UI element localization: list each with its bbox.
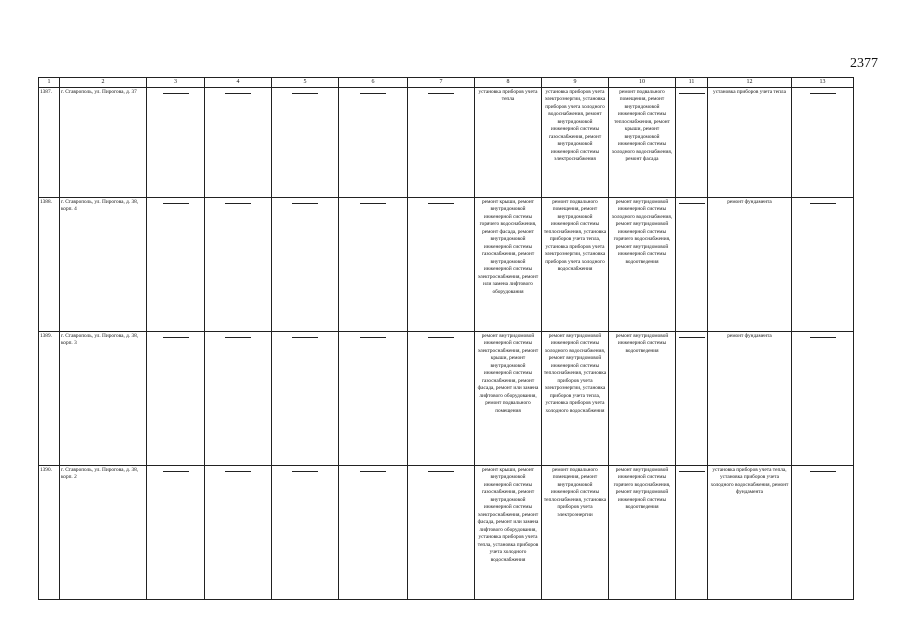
dash-mark bbox=[163, 471, 189, 472]
column-header: 9 bbox=[542, 78, 609, 88]
empty-cell-dash bbox=[792, 197, 854, 331]
empty-cell-dash bbox=[339, 197, 408, 331]
table-row bbox=[39, 197, 854, 331]
dash-mark bbox=[292, 203, 318, 204]
column-header: 10 bbox=[609, 78, 676, 88]
column-number-row bbox=[39, 78, 854, 88]
work-cell-col10: ремонт внутридомовой инженерной системы водоотведения bbox=[609, 331, 676, 465]
empty-cell-dash bbox=[147, 465, 205, 599]
dash-mark bbox=[225, 337, 251, 338]
dash-mark bbox=[360, 471, 386, 472]
column-header: 11 bbox=[676, 78, 708, 88]
row-number: 1388. bbox=[39, 197, 60, 331]
empty-cell-dash bbox=[272, 331, 339, 465]
empty-cell-dash bbox=[792, 331, 854, 465]
row-number: 1390. bbox=[39, 465, 60, 599]
work-cell-col9: установка приборов учета электроэнергии, установка приборов учета холодного водоснабжения, ремонт внутридомовой инженерной системы газоснабжения, ремонт внутридомовой инженерной системы электроснабжения bbox=[542, 87, 609, 197]
empty-cell-dash bbox=[408, 331, 475, 465]
row-address: г. Ставрополь, ул. Пирогова, д. 38, корп. 2 bbox=[60, 465, 147, 599]
work-cell-col9: ремонт подвального помещения, ремонт внутридомовой инженерной системы теплоснабжения, установка приборов учета тепла, установка приборов учета электроэнергии, установка приборов учета холодного водоснабжения bbox=[542, 197, 609, 331]
work-cell-col12: ремонт фундамента bbox=[708, 331, 792, 465]
column-header: 13 bbox=[792, 78, 854, 88]
dash-mark bbox=[163, 337, 189, 338]
empty-cell-dash bbox=[205, 331, 272, 465]
dash-mark bbox=[360, 337, 386, 338]
empty-cell-dash bbox=[408, 87, 475, 197]
work-cell-col12: установка приборов учета тепла, установка приборов учета холодного водоснабжения, ремонт фундамента bbox=[708, 465, 792, 599]
dash-mark bbox=[360, 93, 386, 94]
empty-cell-dash bbox=[676, 465, 708, 599]
empty-cell-dash bbox=[408, 197, 475, 331]
dash-mark bbox=[225, 471, 251, 472]
table-row bbox=[39, 331, 854, 465]
empty-cell-dash bbox=[272, 465, 339, 599]
column-header: 3 bbox=[147, 78, 205, 88]
empty-cell-dash bbox=[676, 331, 708, 465]
empty-cell-dash bbox=[272, 197, 339, 331]
empty-cell-dash bbox=[147, 87, 205, 197]
dash-mark bbox=[810, 471, 836, 472]
work-cell-col9: ремонт внутридомовой инженерной системы холодного водоснабжения, ремонт внутридомовой инженерной системы теплоснабжения, установка приборов учета электроэнергии, установка приборов учета тепла, установка приборов учета холодного водоснабжения bbox=[542, 331, 609, 465]
work-cell-col8: ремонт крыши, ремонт внутридомовой инженерной системы газоснабжения, ремонт внутридомовой инженерной системы электроснабжения, ремонт фасада, ремонт или замена лифтового оборудования, установка приборов учета тепла, установка приборов учета холодного водоснабжения bbox=[475, 465, 542, 599]
column-header: 8 bbox=[475, 78, 542, 88]
empty-cell-dash bbox=[408, 465, 475, 599]
empty-cell-dash bbox=[147, 197, 205, 331]
empty-cell-dash bbox=[676, 87, 708, 197]
row-number: 1387. bbox=[39, 87, 60, 197]
page-number: 2377 bbox=[850, 56, 878, 71]
dash-mark bbox=[679, 471, 705, 472]
empty-cell-dash bbox=[339, 465, 408, 599]
dash-mark bbox=[360, 203, 386, 204]
dash-mark bbox=[163, 93, 189, 94]
empty-cell-dash bbox=[792, 465, 854, 599]
empty-cell-dash bbox=[792, 87, 854, 197]
work-cell-col10: ремонт подвального помещения, ремонт внутридомовой инженерной системы теплоснабжения, ремонт крыши, ремонт внутридомовой инженерной системы холодного водоснабжения, ремонт фасада bbox=[609, 87, 676, 197]
dash-mark bbox=[428, 471, 454, 472]
dash-mark bbox=[292, 337, 318, 338]
table-row bbox=[39, 87, 854, 197]
register-table bbox=[38, 77, 854, 600]
dash-mark bbox=[428, 337, 454, 338]
row-number: 1389. bbox=[39, 331, 60, 465]
column-header: 1 bbox=[39, 78, 60, 88]
dash-mark bbox=[428, 203, 454, 204]
dash-mark bbox=[810, 203, 836, 204]
dash-mark bbox=[163, 203, 189, 204]
column-header: 4 bbox=[205, 78, 272, 88]
column-header: 2 bbox=[60, 78, 147, 88]
dash-mark bbox=[810, 93, 836, 94]
work-cell-col10: ремонт внутридомовой инженерной системы холодного водоснабжения, ремонт внутридомовой инженерной системы горячего водоснабжения, ремонт внутридомовой инженерной системы водоотведения bbox=[609, 197, 676, 331]
work-cell-col12: установка приборов учета тепла bbox=[708, 87, 792, 197]
work-cell-col9: ремонт подвального помещения, ремонт внутридомовой инженерной системы теплоснабжения, установка приборов учета электроэнергии bbox=[542, 465, 609, 599]
column-header: 7 bbox=[408, 78, 475, 88]
dash-mark bbox=[679, 93, 705, 94]
empty-cell-dash bbox=[676, 197, 708, 331]
column-header: 6 bbox=[339, 78, 408, 88]
dash-mark bbox=[679, 337, 705, 338]
row-address: г. Ставрополь, ул. Пирогова, д. 38, корп. 4 bbox=[60, 197, 147, 331]
dash-mark bbox=[679, 203, 705, 204]
empty-cell-dash bbox=[147, 331, 205, 465]
dash-mark bbox=[428, 93, 454, 94]
row-address: г. Ставрополь, ул. Пирогова, д. 38, корп. 3 bbox=[60, 331, 147, 465]
dash-mark bbox=[810, 337, 836, 338]
empty-cell-dash bbox=[205, 87, 272, 197]
work-cell-col8: установка приборов учета тепла bbox=[475, 87, 542, 197]
column-header: 12 bbox=[708, 78, 792, 88]
empty-cell-dash bbox=[339, 331, 408, 465]
empty-cell-dash bbox=[205, 197, 272, 331]
dash-mark bbox=[292, 471, 318, 472]
work-cell-col12: ремонт фундамента bbox=[708, 197, 792, 331]
dash-mark bbox=[292, 93, 318, 94]
empty-cell-dash bbox=[339, 87, 408, 197]
dash-mark bbox=[225, 203, 251, 204]
empty-cell-dash bbox=[272, 87, 339, 197]
empty-cell-dash bbox=[205, 465, 272, 599]
table-row bbox=[39, 465, 854, 599]
row-address: г. Ставрополь, ул. Пирогова, д. 37 bbox=[60, 87, 147, 197]
dash-mark bbox=[225, 93, 251, 94]
column-header: 5 bbox=[272, 78, 339, 88]
work-cell-col10: ремонт внутридомовой инженерной системы горячего водоснабжения, ремонт внутридомовой инженерной системы водоотведения bbox=[609, 465, 676, 599]
work-cell-col8: ремонт крыши, ремонт внутридомовой инженерной системы горячего водоснабжения, ремонт фасада, ремонт внутридомовой инженерной системы газоснабжения, ремонт внутридомовой инженерной системы электроснабжения, ремонт или замена лифтового оборудования bbox=[475, 197, 542, 331]
work-cell-col8: ремонт внутридомовой инженерной системы электроснабжения, ремонт крыши, ремонт внутридомовой инженерной системы газоснабжения, ремонт фасада, ремонт или замена лифтового оборудования, ремонт подвального помещения bbox=[475, 331, 542, 465]
